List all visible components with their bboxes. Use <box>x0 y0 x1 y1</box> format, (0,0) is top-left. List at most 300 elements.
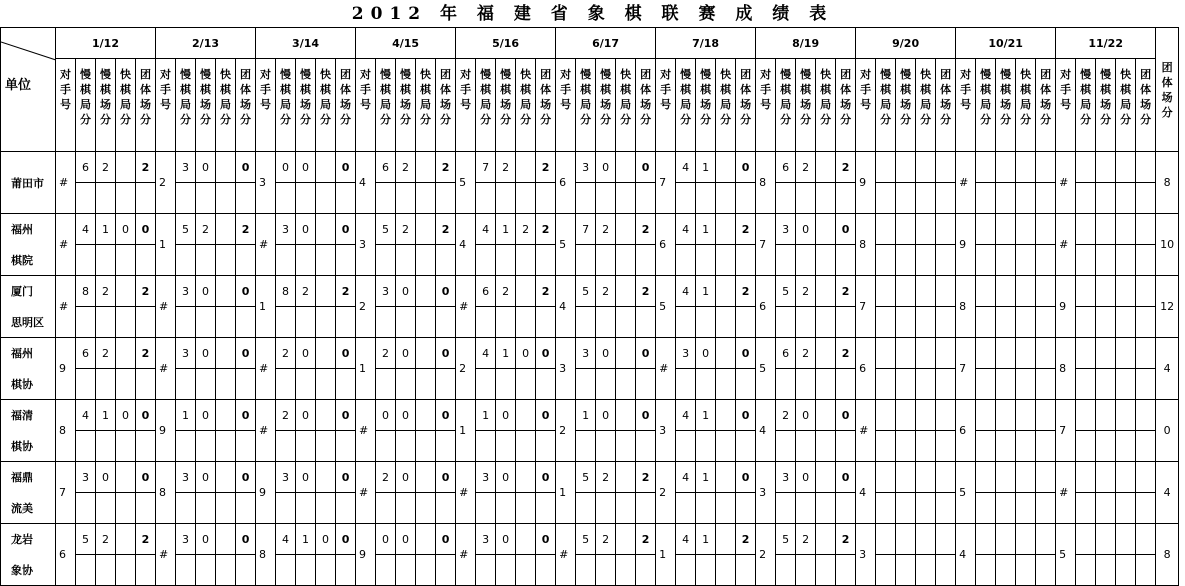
slow-game-points-blank <box>976 183 996 214</box>
fast-game-points <box>816 152 836 183</box>
opponent-number: # <box>256 214 276 276</box>
slow-game-points-blank <box>976 245 996 276</box>
slow-match-points <box>996 462 1016 493</box>
team-match-points: 2 <box>536 214 556 245</box>
fast-game-points-blank <box>816 307 836 338</box>
slow-match-points-blank <box>496 555 516 586</box>
fast-game-points <box>616 462 636 493</box>
fast-game-points <box>516 462 536 493</box>
fast-game-points-blank <box>1116 183 1136 214</box>
slow-game-points-blank <box>76 555 96 586</box>
slow-match-points-blank <box>996 493 1016 524</box>
slow-game-points <box>1076 152 1096 183</box>
slow-match-points-blank <box>396 245 416 276</box>
slow-match-points-blank <box>496 183 516 214</box>
slow-match-points-blank <box>96 245 116 276</box>
sub-column-header: 慢 棋 局 分 <box>1076 59 1096 152</box>
team-row-lower <box>1 369 1179 400</box>
fast-game-points <box>1116 400 1136 431</box>
fast-game-points-blank <box>116 183 136 214</box>
fast-game-points <box>316 214 336 245</box>
team-match-points <box>936 338 956 369</box>
slow-match-points-blank <box>396 369 416 400</box>
opponent-number: # <box>356 400 376 462</box>
slow-match-points: 0 <box>796 400 816 431</box>
slow-game-points <box>876 524 896 555</box>
sub-column-header: 对 手 号 <box>1056 59 1076 152</box>
slow-game-points: 3 <box>276 214 296 245</box>
opponent-number: 7 <box>56 462 76 524</box>
team-match-points-blank <box>736 307 756 338</box>
fast-game-points <box>616 276 636 307</box>
team-total: 12 <box>1156 276 1179 338</box>
slow-game-points-blank <box>676 183 696 214</box>
fast-game-points-blank <box>616 245 636 276</box>
slow-match-points-blank <box>896 493 916 524</box>
opponent-number: # <box>256 400 276 462</box>
slow-game-points: 5 <box>776 524 796 555</box>
sub-column-header: 慢 棋 场 分 <box>696 59 716 152</box>
slow-match-points-blank <box>596 369 616 400</box>
team-match-points-blank <box>936 245 956 276</box>
team-match-points-blank <box>336 307 356 338</box>
opponent-number: # <box>956 152 976 214</box>
opponent-number: 4 <box>456 214 476 276</box>
slow-match-points-blank <box>596 183 616 214</box>
slow-match-points: 0 <box>296 214 316 245</box>
team-row-lower <box>1 307 1179 338</box>
slow-game-points-blank <box>1076 307 1096 338</box>
slow-match-points: 2 <box>396 152 416 183</box>
slow-game-points <box>976 276 996 307</box>
fast-game-points <box>816 276 836 307</box>
fast-game-points-blank <box>1016 369 1036 400</box>
slow-game-points-blank <box>376 245 396 276</box>
team-match-points: 2 <box>136 524 156 555</box>
slow-match-points: 2 <box>96 524 116 555</box>
sub-column-header: 慢 棋 场 分 <box>596 59 616 152</box>
sheet-title: 2012 年 福 建 省 象 棋 联 赛 成 绩 表 <box>351 4 834 24</box>
round-header: 11/22 <box>1056 28 1156 59</box>
slow-match-points-blank <box>696 555 716 586</box>
slow-match-points-blank <box>996 431 1016 462</box>
slow-match-points: 1 <box>696 152 716 183</box>
team-match-points: 0 <box>736 462 756 493</box>
opponent-number: 3 <box>756 462 776 524</box>
slow-match-points: 0 <box>596 338 616 369</box>
sub-column-header: 快 棋 局 分 <box>1016 59 1036 152</box>
fast-game-points-blank <box>616 431 636 462</box>
fast-game-points <box>616 524 636 555</box>
slow-game-points <box>1076 400 1096 431</box>
sub-column-header: 对 手 号 <box>356 59 376 152</box>
slow-game-points: 5 <box>576 462 596 493</box>
slow-match-points <box>996 338 1016 369</box>
fast-game-points-blank <box>216 183 236 214</box>
slow-game-points-blank <box>976 493 996 524</box>
slow-game-points: 3 <box>276 462 296 493</box>
slow-game-points <box>1076 462 1096 493</box>
slow-game-points: 2 <box>376 338 396 369</box>
team-match-points: 0 <box>336 338 356 369</box>
team-match-points-blank <box>236 245 256 276</box>
team-name: 莆田市 <box>1 152 56 214</box>
opponent-number: 2 <box>156 152 176 214</box>
team-match-points: 0 <box>536 400 556 431</box>
fast-game-points <box>516 152 536 183</box>
fast-game-points <box>816 400 836 431</box>
slow-game-points-blank <box>176 493 196 524</box>
slow-match-points <box>1096 400 1116 431</box>
sub-column-header: 慢 棋 场 分 <box>796 59 816 152</box>
slow-match-points: 1 <box>496 214 516 245</box>
sub-column-header: 慢 棋 局 分 <box>176 59 196 152</box>
team-match-points-blank <box>636 183 656 214</box>
slow-game-points: 4 <box>676 276 696 307</box>
team-match-points: 2 <box>436 214 456 245</box>
sub-column-header: 团 体 场 分 <box>936 59 956 152</box>
slow-game-points: 4 <box>676 462 696 493</box>
slow-match-points <box>996 214 1016 245</box>
team-row-lower <box>1 183 1179 214</box>
fast-game-points <box>116 276 136 307</box>
opponent-number: 8 <box>856 214 876 276</box>
team-match-points: 2 <box>236 214 256 245</box>
team-match-points <box>1036 152 1056 183</box>
team-match-points-blank <box>336 555 356 586</box>
slow-game-points-blank <box>1076 555 1096 586</box>
slow-game-points-blank <box>776 183 796 214</box>
slow-match-points-blank <box>996 369 1016 400</box>
opponent-number: 8 <box>56 400 76 462</box>
team-match-points-blank <box>136 431 156 462</box>
slow-match-points: 0 <box>496 400 516 431</box>
slow-match-points-blank <box>1096 307 1116 338</box>
team-match-points-blank <box>236 431 256 462</box>
team-name: 厦门 <box>1 276 56 307</box>
opponent-number: 4 <box>956 524 976 586</box>
sub-column-header: 团 体 场 分 <box>536 59 556 152</box>
fast-game-points-blank <box>316 493 336 524</box>
team-match-points <box>1036 462 1056 493</box>
slow-game-points-blank <box>876 183 896 214</box>
team-match-points-blank <box>436 183 456 214</box>
sub-column-header: 快 棋 局 分 <box>816 59 836 152</box>
team-row-lower <box>1 493 1179 524</box>
team-match-points: 2 <box>636 462 656 493</box>
slow-game-points: 5 <box>576 276 596 307</box>
slow-match-points-blank <box>96 431 116 462</box>
team-row <box>1 276 1179 307</box>
slow-game-points-blank <box>276 245 296 276</box>
fast-game-points <box>316 400 336 431</box>
slow-game-points <box>876 214 896 245</box>
fast-game-points: 0 <box>116 214 136 245</box>
slow-game-points: 3 <box>376 276 396 307</box>
team-match-points-blank <box>736 493 756 524</box>
slow-match-points: 0 <box>796 462 816 493</box>
opponent-number: 4 <box>856 462 876 524</box>
fast-game-points-blank <box>916 245 936 276</box>
slow-match-points: 2 <box>96 276 116 307</box>
sub-column-header: 快 棋 局 分 <box>716 59 736 152</box>
fast-game-points-blank <box>1116 493 1136 524</box>
slow-game-points <box>876 462 896 493</box>
fast-game-points <box>716 214 736 245</box>
slow-game-points: 4 <box>676 214 696 245</box>
fast-game-points-blank <box>1116 555 1136 586</box>
fast-game-points-blank <box>316 183 336 214</box>
sub-column-header: 对 手 号 <box>556 59 576 152</box>
team-match-points <box>936 276 956 307</box>
sub-column-header: 快 棋 局 分 <box>916 59 936 152</box>
slow-match-points-blank <box>696 493 716 524</box>
team-match-points-blank <box>436 245 456 276</box>
slow-game-points-blank <box>576 555 596 586</box>
slow-match-points-blank <box>996 183 1016 214</box>
fast-game-points-blank <box>316 431 336 462</box>
fast-game-points-blank <box>916 183 936 214</box>
slow-match-points <box>896 400 916 431</box>
slow-game-points: 3 <box>76 462 96 493</box>
fast-game-points <box>716 152 736 183</box>
team-match-points: 0 <box>336 524 356 555</box>
sub-column-header: 团 体 场 分 <box>436 59 456 152</box>
slow-game-points-blank <box>876 431 896 462</box>
team-row <box>1 152 1179 183</box>
team-match-points-blank <box>836 245 856 276</box>
team-row <box>1 400 1179 431</box>
team-match-points-blank <box>336 183 356 214</box>
fast-game-points-blank <box>616 493 636 524</box>
slow-match-points: 2 <box>596 462 616 493</box>
fast-game-points <box>916 524 936 555</box>
slow-game-points-blank <box>776 369 796 400</box>
slow-game-points-blank <box>376 431 396 462</box>
slow-match-points: 1 <box>696 276 716 307</box>
team-match-points: 0 <box>436 400 456 431</box>
fast-game-points-blank <box>316 555 336 586</box>
opponent-number: 1 <box>456 400 476 462</box>
slow-game-points: 3 <box>176 276 196 307</box>
slow-match-points <box>896 276 916 307</box>
slow-match-points-blank <box>896 555 916 586</box>
team-match-points: 2 <box>136 338 156 369</box>
slow-game-points-blank <box>476 183 496 214</box>
slow-match-points: 2 <box>496 276 516 307</box>
slow-game-points: 1 <box>176 400 196 431</box>
slow-match-points-blank <box>896 307 916 338</box>
team-match-points: 2 <box>836 524 856 555</box>
sub-column-header: 对 手 号 <box>656 59 676 152</box>
team-match-points-blank <box>236 555 256 586</box>
opponent-number: # <box>56 214 76 276</box>
fast-game-points <box>1016 462 1036 493</box>
slow-match-points: 1 <box>696 214 716 245</box>
sub-column-header: 对 手 号 <box>756 59 776 152</box>
fast-game-points <box>916 276 936 307</box>
fast-game-points <box>1116 152 1136 183</box>
opponent-number: # <box>456 276 476 338</box>
team-row-lower <box>1 555 1179 586</box>
sub-column-header: 团 体 场 分 <box>836 59 856 152</box>
slow-game-points <box>876 152 896 183</box>
team-match-points-blank <box>1036 555 1056 586</box>
slow-match-points-blank <box>696 245 716 276</box>
slow-game-points-blank <box>1076 431 1096 462</box>
team-match-points-blank <box>736 555 756 586</box>
slow-game-points <box>1076 276 1096 307</box>
slow-match-points: 2 <box>796 524 816 555</box>
sub-column-header: 团 体 场 分 <box>1136 59 1156 152</box>
fast-game-points <box>1016 524 1036 555</box>
sub-column-header: 慢 棋 局 分 <box>476 59 496 152</box>
opponent-number: # <box>156 338 176 400</box>
team-match-points: 2 <box>336 276 356 307</box>
fast-game-points <box>1116 524 1136 555</box>
team-match-points: 0 <box>136 400 156 431</box>
opponent-number: 1 <box>656 524 676 586</box>
slow-match-points: 0 <box>196 338 216 369</box>
team-match-points: 0 <box>336 152 356 183</box>
team-match-points <box>1136 152 1156 183</box>
team-match-points-blank <box>736 369 756 400</box>
slow-match-points-blank <box>396 183 416 214</box>
team-match-points-blank <box>536 245 556 276</box>
team-match-points: 0 <box>836 462 856 493</box>
slow-game-points: 5 <box>376 214 396 245</box>
slow-game-points-blank <box>876 369 896 400</box>
team-match-points: 0 <box>736 338 756 369</box>
team-match-points <box>1136 276 1156 307</box>
sub-column-header: 团 体 场 分 <box>236 59 256 152</box>
fast-game-points-blank <box>416 369 436 400</box>
slow-match-points-blank <box>796 555 816 586</box>
slow-game-points-blank <box>76 183 96 214</box>
slow-match-points: 0 <box>296 462 316 493</box>
slow-game-points: 4 <box>76 400 96 431</box>
slow-match-points-blank <box>296 307 316 338</box>
slow-match-points: 0 <box>496 462 516 493</box>
sub-column-header: 快 棋 局 分 <box>1116 59 1136 152</box>
slow-game-points-blank <box>476 307 496 338</box>
slow-match-points-blank <box>96 555 116 586</box>
team-match-points: 2 <box>536 152 556 183</box>
fast-game-points <box>416 338 436 369</box>
team-match-points: 0 <box>536 338 556 369</box>
team-match-points-blank <box>836 431 856 462</box>
team-match-points-blank <box>936 183 956 214</box>
round-header: 8/19 <box>756 28 856 59</box>
slow-match-points: 0 <box>696 338 716 369</box>
team-match-points-blank <box>636 555 656 586</box>
slow-game-points-blank <box>1076 245 1096 276</box>
team-match-points-blank <box>436 555 456 586</box>
slow-game-points-blank <box>776 307 796 338</box>
fast-game-points <box>1016 214 1036 245</box>
slow-game-points: 6 <box>776 152 796 183</box>
fast-game-points <box>1116 214 1136 245</box>
team-match-points-blank <box>936 431 956 462</box>
opponent-number: 2 <box>656 462 676 524</box>
team-match-points-blank <box>636 369 656 400</box>
fast-game-points <box>816 524 836 555</box>
fast-game-points <box>716 524 736 555</box>
slow-game-points-blank <box>776 493 796 524</box>
team-match-points: 0 <box>636 400 656 431</box>
sub-column-header: 对 手 号 <box>56 59 76 152</box>
fast-game-points-blank <box>316 245 336 276</box>
sub-column-header: 慢 棋 场 分 <box>396 59 416 152</box>
fast-game-points-blank <box>316 369 336 400</box>
slow-match-points: 1 <box>96 214 116 245</box>
team-total: 0 <box>1156 400 1179 462</box>
team-match-points: 2 <box>736 276 756 307</box>
slow-game-points-blank <box>276 493 296 524</box>
round-header: 2/13 <box>156 28 256 59</box>
slow-match-points-blank <box>296 493 316 524</box>
fast-game-points <box>1116 338 1136 369</box>
slow-game-points-blank <box>276 307 296 338</box>
slow-match-points: 0 <box>396 400 416 431</box>
slow-match-points: 2 <box>596 214 616 245</box>
fast-game-points-blank <box>916 307 936 338</box>
team-total: 10 <box>1156 214 1179 276</box>
team-match-points-blank <box>636 493 656 524</box>
slow-game-points: 3 <box>576 152 596 183</box>
slow-match-points-blank <box>996 555 1016 586</box>
fast-game-points <box>1016 276 1036 307</box>
slow-game-points-blank <box>176 431 196 462</box>
team-match-points: 0 <box>436 338 456 369</box>
slow-game-points: 5 <box>76 524 96 555</box>
team-match-points <box>1136 524 1156 555</box>
slow-game-points-blank <box>176 307 196 338</box>
fast-game-points-blank <box>516 183 536 214</box>
slow-game-points-blank <box>376 369 396 400</box>
team-match-points: 0 <box>136 462 156 493</box>
slow-game-points: 0 <box>376 400 396 431</box>
slow-match-points: 0 <box>396 462 416 493</box>
slow-game-points-blank <box>276 431 296 462</box>
slow-match-points-blank <box>496 431 516 462</box>
team-match-points: 0 <box>336 462 356 493</box>
opponent-number: # <box>1056 214 1076 276</box>
team-match-points: 2 <box>436 152 456 183</box>
slow-match-points: 0 <box>196 462 216 493</box>
team-match-points-blank <box>936 493 956 524</box>
team-match-points-blank <box>1036 431 1056 462</box>
slow-game-points <box>976 524 996 555</box>
opponent-number: 6 <box>756 276 776 338</box>
team-match-points-blank <box>1136 431 1156 462</box>
slow-match-points: 0 <box>196 524 216 555</box>
team-name-line2: 象协 <box>1 555 56 586</box>
slow-game-points <box>1076 214 1096 245</box>
fast-game-points: 0 <box>516 338 536 369</box>
fast-game-points-blank <box>1016 307 1036 338</box>
team-match-points-blank <box>836 183 856 214</box>
team-match-points-blank <box>1136 307 1156 338</box>
slow-match-points-blank <box>896 369 916 400</box>
opponent-number: 9 <box>956 214 976 276</box>
slow-game-points: 8 <box>276 276 296 307</box>
team-name: 福清 <box>1 400 56 431</box>
slow-game-points: 3 <box>776 462 796 493</box>
slow-match-points: 0 <box>296 152 316 183</box>
slow-match-points-blank <box>296 555 316 586</box>
opponent-number: 8 <box>956 276 976 338</box>
